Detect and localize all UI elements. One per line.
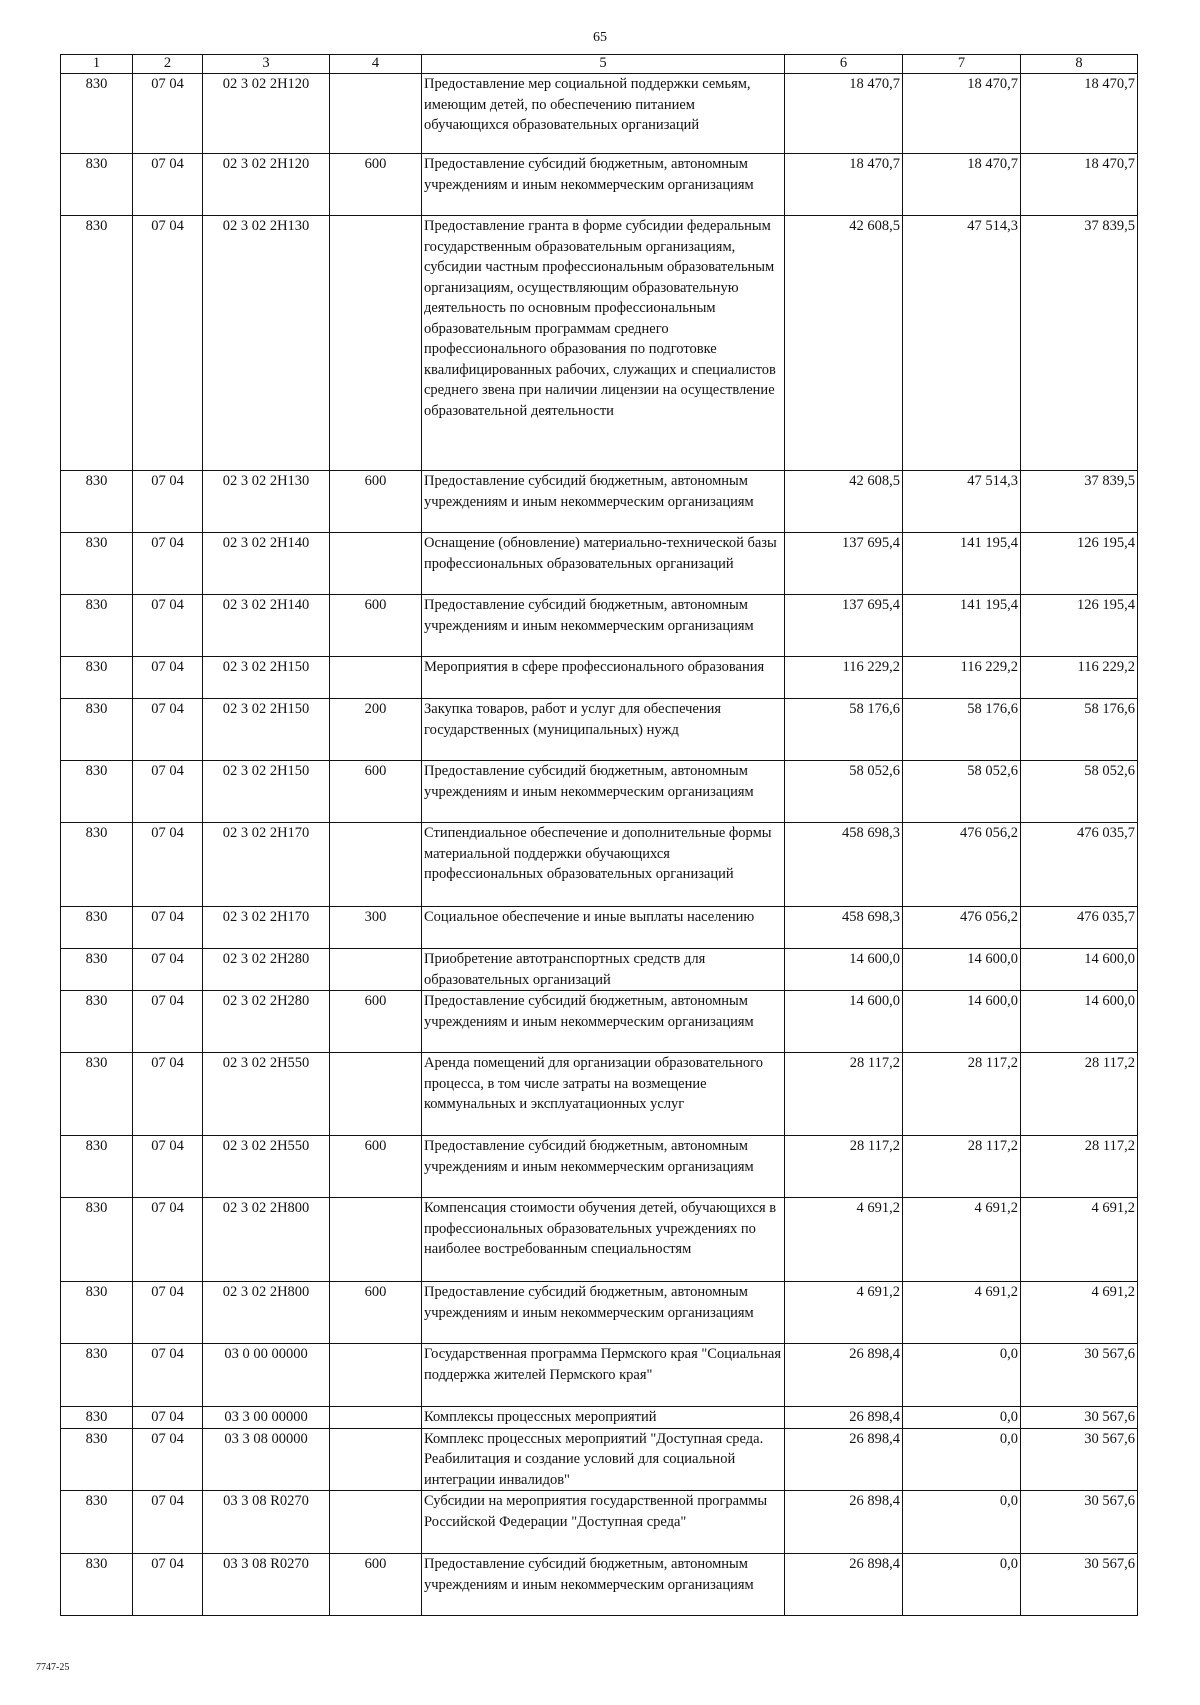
cell-amount-col8: 126 195,4 — [1021, 595, 1138, 657]
cell-target-article: 02 3 02 2Н150 — [203, 657, 330, 699]
cell-ministry-code: 830 — [61, 1407, 133, 1429]
cell-ministry-code: 830 — [61, 1344, 133, 1407]
cell-name: Комплекс процессных мероприятий "Доступная среда. Реабилитация и создание условий для социальной интеграции инвалидов" — [422, 1428, 785, 1491]
cell-amount-col7: 141 195,4 — [903, 533, 1021, 595]
cell-target-article: 02 3 02 2Н120 — [203, 74, 330, 154]
cell-ministry-code: 830 — [61, 74, 133, 154]
cell-name: Предоставление субсидий бюджетным, автономным учреждениям и иным некоммерческим организациям — [422, 991, 785, 1053]
cell-name: Мероприятия в сфере профессионального образования — [422, 657, 785, 699]
cell-expense-type — [330, 823, 422, 907]
cell-target-article: 02 3 02 2Н800 — [203, 1282, 330, 1344]
cell-section-code: 07 04 — [133, 1198, 203, 1282]
cell-amount-col7: 58 052,6 — [903, 761, 1021, 823]
cell-section-code: 07 04 — [133, 216, 203, 471]
cell-amount-col7: 141 195,4 — [903, 595, 1021, 657]
cell-amount-col8: 58 052,6 — [1021, 761, 1138, 823]
cell-amount-col7: 0,0 — [903, 1491, 1021, 1554]
cell-name: Предоставление субсидий бюджетным, автономным учреждениям и иным некоммерческим организациям — [422, 1136, 785, 1198]
cell-target-article: 02 3 02 2Н140 — [203, 533, 330, 595]
column-header-1: 1 — [61, 55, 133, 74]
cell-target-article: 02 3 02 2Н120 — [203, 154, 330, 216]
cell-amount-col7: 476 056,2 — [903, 907, 1021, 949]
cell-amount-col6: 18 470,7 — [785, 74, 903, 154]
table-row — [61, 154, 1138, 216]
cell-amount-col6: 28 117,2 — [785, 1053, 903, 1136]
cell-amount-col7: 47 514,3 — [903, 471, 1021, 533]
cell-ministry-code: 830 — [61, 699, 133, 761]
cell-amount-col8: 28 117,2 — [1021, 1136, 1138, 1198]
cell-section-code: 07 04 — [133, 1136, 203, 1198]
cell-name: Приобретение автотранспортных средств для образовательных организаций — [422, 949, 785, 991]
table-row — [61, 471, 1138, 533]
cell-amount-col8: 476 035,7 — [1021, 823, 1138, 907]
cell-expense-type — [330, 1491, 422, 1554]
cell-amount-col6: 42 608,5 — [785, 471, 903, 533]
cell-amount-col6: 137 695,4 — [785, 595, 903, 657]
cell-section-code: 07 04 — [133, 823, 203, 907]
cell-name: Государственная программа Пермского края "Социальная поддержка жителей Пермского края" — [422, 1344, 785, 1407]
cell-expense-type: 300 — [330, 907, 422, 949]
table-row — [61, 1554, 1138, 1616]
cell-target-article: 02 3 02 2Н800 — [203, 1198, 330, 1282]
cell-amount-col7: 476 056,2 — [903, 823, 1021, 907]
cell-target-article: 02 3 02 2Н150 — [203, 699, 330, 761]
cell-name: Предоставление субсидий бюджетным, автономным учреждениям и иным некоммерческим организациям — [422, 595, 785, 657]
cell-target-article: 02 3 02 2Н130 — [203, 216, 330, 471]
cell-ministry-code: 830 — [61, 907, 133, 949]
cell-section-code: 07 04 — [133, 471, 203, 533]
cell-ministry-code: 830 — [61, 823, 133, 907]
cell-amount-col8: 18 470,7 — [1021, 154, 1138, 216]
cell-ministry-code: 830 — [61, 533, 133, 595]
table-row — [61, 991, 1138, 1053]
cell-amount-col8: 37 839,5 — [1021, 471, 1138, 533]
cell-amount-col8: 14 600,0 — [1021, 949, 1138, 991]
cell-target-article: 02 3 02 2Н280 — [203, 991, 330, 1053]
cell-section-code: 07 04 — [133, 761, 203, 823]
footer-document-code: 7747-25 — [36, 1662, 70, 1673]
cell-amount-col7: 0,0 — [903, 1407, 1021, 1429]
cell-expense-type — [330, 74, 422, 154]
cell-expense-type — [330, 1344, 422, 1407]
cell-expense-type — [330, 216, 422, 471]
cell-section-code: 07 04 — [133, 154, 203, 216]
cell-name: Субсидии на мероприятия государственной программы Российской Федерации "Доступная среда" — [422, 1491, 785, 1554]
cell-amount-col8: 30 567,6 — [1021, 1407, 1138, 1429]
table-row — [61, 907, 1138, 949]
cell-amount-col7: 4 691,2 — [903, 1282, 1021, 1344]
budget-table — [60, 54, 1138, 1616]
column-header-8: 8 — [1021, 55, 1138, 74]
cell-amount-col8: 116 229,2 — [1021, 657, 1138, 699]
cell-expense-type: 600 — [330, 1136, 422, 1198]
cell-ministry-code: 830 — [61, 761, 133, 823]
cell-amount-col7: 28 117,2 — [903, 1136, 1021, 1198]
cell-name: Предоставление субсидий бюджетным, автономным учреждениям и иным некоммерческим организациям — [422, 471, 785, 533]
cell-amount-col6: 26 898,4 — [785, 1407, 903, 1429]
cell-name: Предоставление субсидий бюджетным, автономным учреждениям и иным некоммерческим организациям — [422, 1554, 785, 1616]
cell-ministry-code: 830 — [61, 216, 133, 471]
cell-expense-type — [330, 1198, 422, 1282]
cell-name: Оснащение (обновление) материально-технической базы профессиональных образовательных организаций — [422, 533, 785, 595]
cell-amount-col6: 26 898,4 — [785, 1428, 903, 1491]
cell-section-code: 07 04 — [133, 907, 203, 949]
cell-amount-col6: 14 600,0 — [785, 991, 903, 1053]
cell-amount-col7: 0,0 — [903, 1428, 1021, 1491]
table-row — [61, 1136, 1138, 1198]
table-row — [61, 74, 1138, 154]
cell-amount-col8: 30 567,6 — [1021, 1491, 1138, 1554]
cell-name: Стипендиальное обеспечение и дополнительные формы материальной поддержки обучающихся профессиональных образовательных организаций — [422, 823, 785, 907]
cell-amount-col7: 116 229,2 — [903, 657, 1021, 699]
cell-section-code: 07 04 — [133, 1428, 203, 1491]
cell-name: Предоставление гранта в форме субсидии федеральным государственным образовательным организациям, субсидии частным профессиональным образовательным организациям, осуществляющим образовательную деятельность по основным профессиональным образовательным программам среднего профессионального образования по подготовке квалифицированных рабочих, служащих и специалистов среднего звена при наличии лицензии на осуществление образовательной деятельности — [422, 216, 785, 471]
table-row — [61, 1491, 1138, 1554]
cell-ministry-code: 830 — [61, 471, 133, 533]
cell-amount-col8: 18 470,7 — [1021, 74, 1138, 154]
cell-ministry-code: 830 — [61, 1554, 133, 1616]
cell-amount-col6: 28 117,2 — [785, 1136, 903, 1198]
table-row — [61, 823, 1138, 907]
cell-section-code: 07 04 — [133, 595, 203, 657]
cell-expense-type: 600 — [330, 1282, 422, 1344]
cell-amount-col7: 47 514,3 — [903, 216, 1021, 471]
cell-amount-col7: 0,0 — [903, 1344, 1021, 1407]
cell-name: Закупка товаров, работ и услуг для обеспечения государственных (муниципальных) нужд — [422, 699, 785, 761]
column-header-7: 7 — [903, 55, 1021, 74]
cell-expense-type: 600 — [330, 1554, 422, 1616]
page-number: 65 — [593, 30, 607, 45]
table-row — [61, 1282, 1138, 1344]
cell-section-code: 07 04 — [133, 657, 203, 699]
table-row — [61, 699, 1138, 761]
cell-name: Предоставление мер социальной поддержки семьям, имеющим детей, по обеспечению питанием обучающихся образовательных организаций — [422, 74, 785, 154]
cell-amount-col8: 28 117,2 — [1021, 1053, 1138, 1136]
table-row — [61, 1344, 1138, 1407]
cell-name: Предоставление субсидий бюджетным, автономным учреждениям и иным некоммерческим организациям — [422, 154, 785, 216]
table-row — [61, 533, 1138, 595]
cell-expense-type: 200 — [330, 699, 422, 761]
cell-amount-col7: 14 600,0 — [903, 991, 1021, 1053]
table-row — [61, 761, 1138, 823]
column-header-6: 6 — [785, 55, 903, 74]
cell-section-code: 07 04 — [133, 1554, 203, 1616]
cell-amount-col8: 126 195,4 — [1021, 533, 1138, 595]
cell-target-article: 02 3 02 2Н550 — [203, 1053, 330, 1136]
cell-name: Комплексы процессных мероприятий — [422, 1407, 785, 1429]
cell-ministry-code: 830 — [61, 991, 133, 1053]
cell-expense-type — [330, 533, 422, 595]
cell-target-article: 02 3 02 2Н130 — [203, 471, 330, 533]
cell-name: Предоставление субсидий бюджетным, автономным учреждениям и иным некоммерческим организациям — [422, 761, 785, 823]
cell-target-article: 02 3 02 2Н170 — [203, 907, 330, 949]
table-row — [61, 657, 1138, 699]
cell-name: Аренда помещений для организации образовательного процесса, в том числе затраты на возмещение коммунальных и эксплуатационных услуг — [422, 1053, 785, 1136]
cell-amount-col7: 0,0 — [903, 1554, 1021, 1616]
table-row — [61, 595, 1138, 657]
cell-amount-col6: 458 698,3 — [785, 907, 903, 949]
cell-amount-col7: 28 117,2 — [903, 1053, 1021, 1136]
cell-target-article: 02 3 02 2Н280 — [203, 949, 330, 991]
cell-amount-col6: 14 600,0 — [785, 949, 903, 991]
cell-ministry-code: 830 — [61, 1491, 133, 1554]
cell-section-code: 07 04 — [133, 991, 203, 1053]
cell-target-article: 02 3 02 2Н550 — [203, 1136, 330, 1198]
cell-section-code: 07 04 — [133, 1053, 203, 1136]
cell-amount-col6: 26 898,4 — [785, 1491, 903, 1554]
cell-amount-col8: 476 035,7 — [1021, 907, 1138, 949]
cell-ministry-code: 830 — [61, 1282, 133, 1344]
cell-amount-col8: 30 567,6 — [1021, 1344, 1138, 1407]
cell-ministry-code: 830 — [61, 154, 133, 216]
cell-expense-type: 600 — [330, 154, 422, 216]
cell-amount-col6: 137 695,4 — [785, 533, 903, 595]
cell-amount-col6: 42 608,5 — [785, 216, 903, 471]
cell-expense-type — [330, 1428, 422, 1491]
cell-expense-type — [330, 949, 422, 991]
table-row — [61, 1407, 1138, 1429]
cell-name: Компенсация стоимости обучения детей, обучающихся в профессиональных образовательных учреждениях по наиболее востребованным специальностям — [422, 1198, 785, 1282]
cell-amount-col7: 58 176,6 — [903, 699, 1021, 761]
table-row — [61, 216, 1138, 471]
cell-amount-col7: 18 470,7 — [903, 74, 1021, 154]
cell-target-article: 02 3 02 2Н150 — [203, 761, 330, 823]
cell-amount-col6: 26 898,4 — [785, 1554, 903, 1616]
cell-target-article: 03 3 08 R0270 — [203, 1554, 330, 1616]
header-row — [61, 55, 1138, 74]
cell-amount-col8: 37 839,5 — [1021, 216, 1138, 471]
cell-amount-col6: 18 470,7 — [785, 154, 903, 216]
cell-section-code: 07 04 — [133, 949, 203, 991]
cell-amount-col6: 458 698,3 — [785, 823, 903, 907]
cell-amount-col7: 4 691,2 — [903, 1198, 1021, 1282]
cell-ministry-code: 830 — [61, 595, 133, 657]
cell-name: Предоставление субсидий бюджетным, автономным учреждениям и иным некоммерческим организациям — [422, 1282, 785, 1344]
cell-target-article: 03 3 08 R0270 — [203, 1491, 330, 1554]
cell-section-code: 07 04 — [133, 1344, 203, 1407]
cell-name: Социальное обеспечение и иные выплаты населению — [422, 907, 785, 949]
cell-section-code: 07 04 — [133, 699, 203, 761]
cell-target-article: 03 0 00 00000 — [203, 1344, 330, 1407]
cell-amount-col6: 26 898,4 — [785, 1344, 903, 1407]
cell-target-article: 02 3 02 2Н170 — [203, 823, 330, 907]
cell-ministry-code: 830 — [61, 657, 133, 699]
cell-amount-col8: 4 691,2 — [1021, 1282, 1138, 1344]
cell-expense-type — [330, 1407, 422, 1429]
cell-ministry-code: 830 — [61, 1053, 133, 1136]
cell-amount-col8: 30 567,6 — [1021, 1428, 1138, 1491]
cell-expense-type: 600 — [330, 991, 422, 1053]
cell-amount-col8: 4 691,2 — [1021, 1198, 1138, 1282]
cell-amount-col6: 116 229,2 — [785, 657, 903, 699]
cell-expense-type: 600 — [330, 761, 422, 823]
cell-amount-col8: 14 600,0 — [1021, 991, 1138, 1053]
cell-section-code: 07 04 — [133, 1407, 203, 1429]
cell-amount-col8: 58 176,6 — [1021, 699, 1138, 761]
cell-target-article: 03 3 08 00000 — [203, 1428, 330, 1491]
cell-ministry-code: 830 — [61, 1198, 133, 1282]
table-row — [61, 949, 1138, 991]
column-header-3: 3 — [203, 55, 330, 74]
column-header-4: 4 — [330, 55, 422, 74]
cell-amount-col6: 4 691,2 — [785, 1198, 903, 1282]
cell-expense-type: 600 — [330, 471, 422, 533]
cell-target-article: 02 3 02 2Н140 — [203, 595, 330, 657]
column-header-5: 5 — [422, 55, 785, 74]
cell-amount-col7: 14 600,0 — [903, 949, 1021, 991]
cell-section-code: 07 04 — [133, 533, 203, 595]
cell-amount-col6: 58 052,6 — [785, 761, 903, 823]
column-header-2: 2 — [133, 55, 203, 74]
cell-expense-type — [330, 1053, 422, 1136]
cell-section-code: 07 04 — [133, 1282, 203, 1344]
cell-expense-type — [330, 657, 422, 699]
cell-amount-col6: 4 691,2 — [785, 1282, 903, 1344]
cell-target-article: 03 3 00 00000 — [203, 1407, 330, 1429]
table-row — [61, 1198, 1138, 1282]
table-row — [61, 1428, 1138, 1491]
cell-amount-col6: 58 176,6 — [785, 699, 903, 761]
cell-expense-type: 600 — [330, 595, 422, 657]
table-row — [61, 1053, 1138, 1136]
cell-ministry-code: 830 — [61, 1136, 133, 1198]
cell-amount-col7: 18 470,7 — [903, 154, 1021, 216]
cell-section-code: 07 04 — [133, 1491, 203, 1554]
cell-ministry-code: 830 — [61, 1428, 133, 1491]
cell-section-code: 07 04 — [133, 74, 203, 154]
cell-ministry-code: 830 — [61, 949, 133, 991]
cell-amount-col8: 30 567,6 — [1021, 1554, 1138, 1616]
